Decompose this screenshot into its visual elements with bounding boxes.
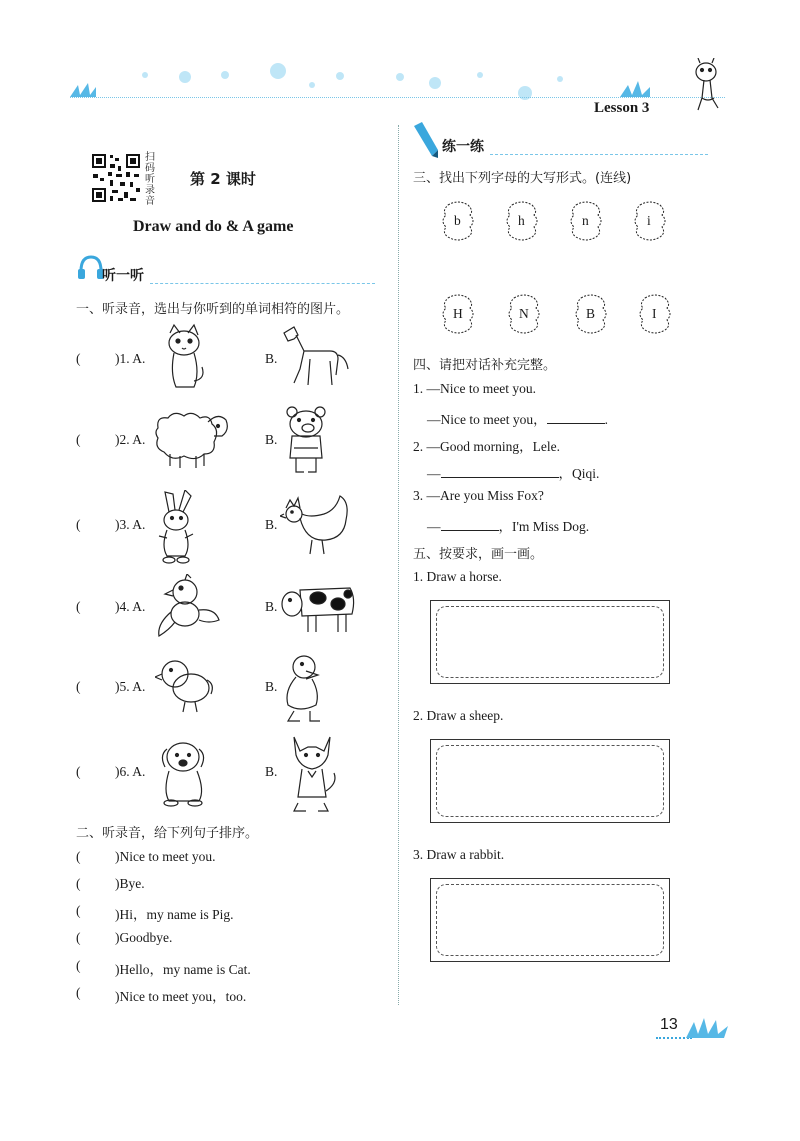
practice-heading: 练一练 bbox=[442, 139, 484, 155]
giraffe-icon bbox=[688, 58, 728, 113]
uppercase-letter: N bbox=[519, 306, 529, 321]
answer-paren: ( bbox=[76, 985, 81, 1000]
uppercase-letter: I bbox=[652, 306, 657, 321]
pencil-icon bbox=[408, 122, 440, 158]
part2-instruction: 二、听录音，给下列句子排序。 bbox=[76, 826, 259, 841]
draw-task: 3. Draw a rabbit. bbox=[413, 847, 505, 862]
practice-heading-rule bbox=[490, 154, 708, 155]
column-divider bbox=[398, 125, 399, 1005]
answer-paren: ( bbox=[76, 876, 81, 891]
item-number: )4. A. bbox=[115, 599, 146, 614]
grass-decoration-icon bbox=[686, 1016, 728, 1038]
item-number: )1. A. bbox=[115, 351, 146, 366]
dialogue-line: 2. —Good morning，Lele. bbox=[413, 439, 560, 454]
item-number: )6. A. bbox=[115, 764, 146, 779]
dialogue-line: —Nice to meet you， . bbox=[427, 412, 608, 427]
item-number: )2. A. bbox=[115, 432, 146, 447]
dog-picture bbox=[155, 735, 215, 807]
hen-picture bbox=[280, 492, 352, 556]
part4-instruction: 四、请把对话补充完整。 bbox=[413, 358, 557, 373]
listen-heading-rule bbox=[150, 283, 375, 284]
option-b-label: B. bbox=[265, 351, 278, 366]
uppercase-letter: H bbox=[453, 306, 463, 321]
page-number: 13 bbox=[660, 1016, 678, 1033]
item-number: )3. A. bbox=[115, 517, 146, 532]
answer-paren: ( bbox=[76, 432, 81, 447]
lowercase-letter: n bbox=[582, 213, 589, 228]
part1-instruction: 一、听录音，选出与你听到的单词相符的图片。 bbox=[76, 302, 350, 317]
option-b-label: B. bbox=[265, 432, 278, 447]
dialogue-line: 3. —Are you Miss Fox? bbox=[413, 488, 544, 503]
answer-blank[interactable] bbox=[441, 530, 499, 531]
dialogue-line: — ，I'm Miss Dog. bbox=[427, 519, 590, 534]
listen-heading: 听一听 bbox=[102, 268, 144, 284]
duck-picture bbox=[280, 651, 324, 723]
order-sentence: )Goodbye. bbox=[115, 930, 173, 945]
drawing-area[interactable] bbox=[430, 600, 670, 684]
pig-picture bbox=[282, 404, 330, 476]
scan-label: 扫 码 听 录 音 bbox=[145, 152, 155, 207]
answer-paren: ( bbox=[76, 517, 81, 532]
lesson-title: Draw and do & A game bbox=[133, 218, 294, 235]
answer-paren: ( bbox=[76, 679, 81, 694]
cat-picture bbox=[160, 323, 208, 393]
answer-paren: ( bbox=[76, 849, 81, 864]
rabbit-picture bbox=[155, 490, 197, 564]
answer-paren: ( bbox=[76, 958, 81, 973]
part3-instruction: 三、找出下列字母的大写形式。(连线) bbox=[413, 171, 632, 186]
order-sentence: )Nice to meet you，too. bbox=[115, 989, 247, 1004]
drawing-area[interactable] bbox=[430, 878, 670, 962]
lowercase-letter: i bbox=[647, 213, 651, 228]
answer-paren: ( bbox=[76, 930, 81, 945]
order-sentence: )Hello，my name is Cat. bbox=[115, 962, 251, 977]
bird-picture bbox=[155, 574, 221, 642]
part5-instruction: 五、按要求，画一画。 bbox=[413, 547, 544, 562]
draw-task: 1. Draw a horse. bbox=[413, 569, 502, 584]
answer-blank[interactable] bbox=[441, 477, 559, 478]
horse-picture bbox=[280, 325, 350, 390]
period-label: 第 2 课时 bbox=[190, 170, 256, 188]
lesson-label: Lesson 3 bbox=[594, 100, 650, 116]
option-b-label: B. bbox=[265, 764, 278, 779]
answer-blank[interactable] bbox=[547, 423, 605, 424]
order-sentence: )Hi，my name is Pig. bbox=[115, 907, 234, 922]
header-rule bbox=[70, 97, 725, 98]
lowercase-letter: h bbox=[518, 213, 525, 228]
fox-picture bbox=[284, 733, 338, 813]
dialogue-line: — ，Qiqi. bbox=[427, 466, 600, 481]
order-sentence: )Nice to meet you. bbox=[115, 849, 216, 864]
answer-paren: ( bbox=[76, 764, 81, 779]
order-sentence: )Bye. bbox=[115, 876, 145, 891]
lowercase-letter: b bbox=[454, 213, 461, 228]
answer-paren: ( bbox=[76, 903, 81, 918]
draw-task: 2. Draw a sheep. bbox=[413, 708, 504, 723]
qr-code-icon[interactable] bbox=[90, 152, 142, 204]
chick-picture bbox=[155, 654, 217, 716]
cow-picture bbox=[280, 578, 358, 636]
uppercase-letter: B bbox=[586, 306, 596, 321]
option-b-label: B. bbox=[265, 599, 278, 614]
drawing-area[interactable] bbox=[430, 739, 670, 823]
option-b-label: B. bbox=[265, 679, 278, 694]
answer-paren: ( bbox=[76, 351, 81, 366]
option-b-label: B. bbox=[265, 517, 278, 532]
dialogue-line: 1. —Nice to meet you. bbox=[413, 381, 536, 396]
item-number: )5. A. bbox=[115, 679, 146, 694]
answer-paren: ( bbox=[76, 599, 81, 614]
sheep-picture bbox=[152, 408, 230, 470]
